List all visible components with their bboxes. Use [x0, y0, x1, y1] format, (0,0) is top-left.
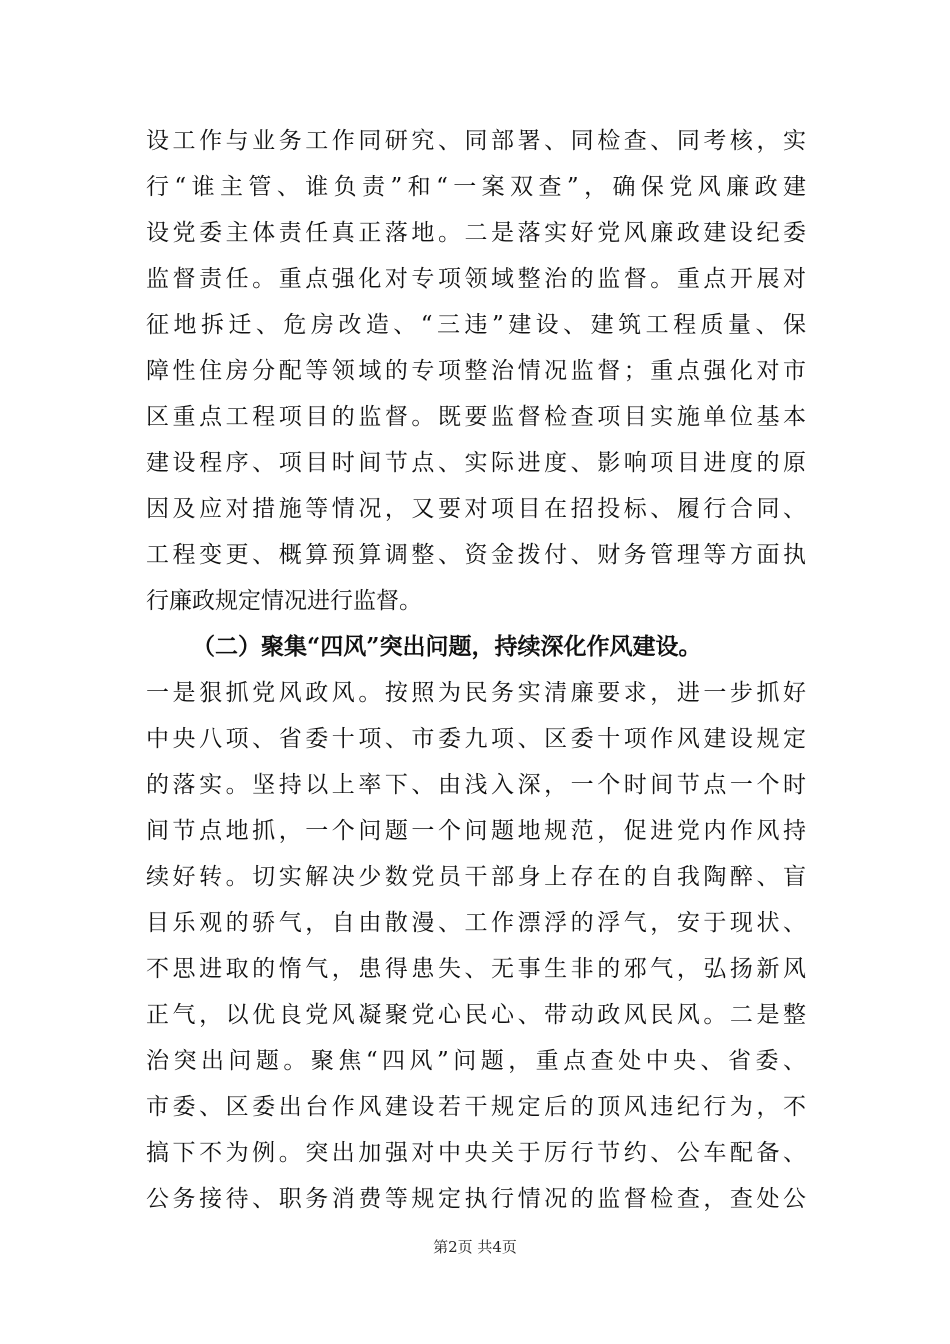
text-line: 行“谁主管、谁负责”和“一案双查”，确保党风廉政建 [146, 174, 806, 200]
text-line: 障性住房分配等领域的专项整治情况监督；重点强化对市 [146, 358, 806, 384]
text-line: 中央八项、省委十项、市委九项、区委十项作风建设规定 [146, 726, 806, 752]
section-heading: （二）聚集“四风”突出问题，持续深化作风建设。 [192, 633, 702, 660]
text-line: 续好转。切实解决少数党员干部身上存在的自我陶醉、盲 [146, 864, 806, 890]
text-line: 间节点地抓，一个问题一个问题地规范，促进党内作风持 [146, 818, 806, 844]
document-body [146, 118, 806, 1222]
text-line: 市委、区委出台作风建设若干规定后的顶风违纪行为，不 [146, 1094, 806, 1120]
text-line: 征地拆迁、危房改造、“三违”建设、建筑工程质量、保 [146, 312, 806, 338]
text-line: 目乐观的骄气，自由散漫、工作漂浮的浮气，安于现状、 [146, 910, 806, 936]
text-line: 因及应对措施等情况，又要对项目在招投标、履行合同、 [146, 496, 806, 522]
text-line: 不思进取的惰气，患得患失、无事生非的邪气，弘扬新风 [146, 956, 806, 982]
text-line: 设工作与业务工作同研究、同部署、同检查、同考核，实 [146, 128, 806, 154]
text-line: 的落实。坚持以上率下、由浅入深，一个时间节点一个时 [146, 772, 806, 798]
text-line: 行廉政规定情况进行监督。 [146, 588, 422, 614]
text-line: 监督责任。重点强化对专项领域整治的监督。重点开展对 [146, 266, 806, 292]
text-line: 正气，以优良党风凝聚党心民心、带动政风民风。二是整 [146, 1002, 806, 1028]
text-line: 设党委主体责任真正落地。二是落实好党风廉政建设纪委 [146, 220, 806, 246]
text-line: 区重点工程项目的监督。既要监督检查项目实施单位基本 [146, 404, 806, 430]
text-line: 治突出问题。聚焦“四风”问题，重点查处中央、省委、 [146, 1048, 806, 1074]
text-line: 一是狠抓党风政风。按照为民务实清廉要求，进一步抓好 [146, 680, 806, 706]
page-number-footer: 第2页 共4页 [433, 1238, 517, 1256]
text-line: 公务接待、职务消费等规定执行情况的监督检查，查处公 [146, 1186, 806, 1212]
text-line: 搞下不为例。突出加强对中央关于厉行节约、公车配备、 [146, 1140, 806, 1166]
text-line: 工程变更、概算预算调整、资金拨付、财务管理等方面执 [146, 542, 806, 568]
text-line: 建设程序、项目时间节点、实际进度、影响项目进度的原 [146, 450, 806, 476]
